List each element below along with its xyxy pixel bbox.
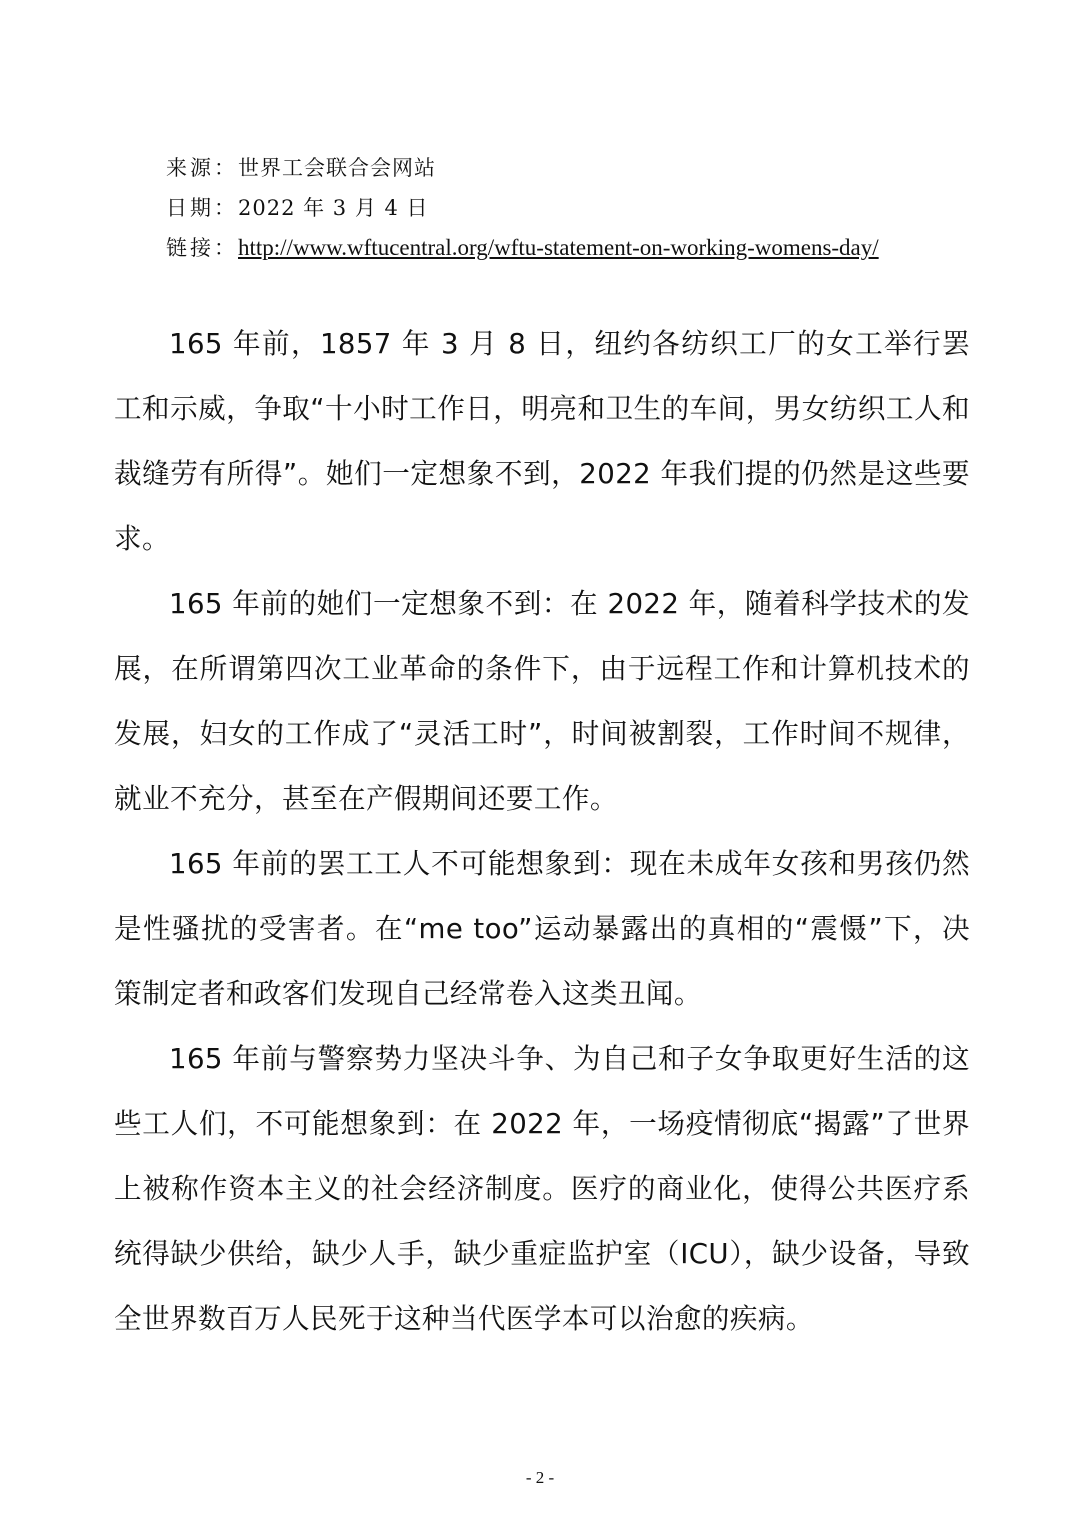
article-body	[114, 311, 970, 1351]
date-value: 2022 年 3 月 4 日	[238, 196, 429, 220]
page-number: - 2 -	[525, 1468, 555, 1487]
source-url-link[interactable]: http://www.wftucentral.org/wftu-statement-on-working-womens-day/	[238, 235, 879, 260]
document-metadata	[166, 152, 1026, 272]
link-label: 链接：	[166, 236, 238, 260]
source-label: 来源：	[166, 156, 238, 180]
paragraph-3: 165 年前的罢工工人不可能想象到：现在未成年女孩和男孩仍然是性骚扰的受害者。在“me too”运动暴露出的真相的“震慑”下，决策制定者和政客们发现自己经常卷入这类丑闻。	[114, 847, 970, 1010]
date-label: 日期：	[166, 196, 238, 220]
paragraph-1: 165 年前，1857 年 3 月 8 日，纽约各纺织工厂的女工举行罢工和示威，争取“十小时工作日，明亮和卫生的车间，男女纺织工人和裁缝劳有所得”。她们一定想象不到，2022 年我们提的仍然是这些要求。	[114, 327, 970, 555]
source-line	[166, 152, 1026, 192]
date-line	[166, 192, 1026, 232]
paragraph-4: 165 年前与警察势力坚决斗争、为自己和子女争取更好生活的这些工人们，不可能想象到：在 2022 年，一场疫情彻底“揭露”了世界上被称作资本主义的社会经济制度。医疗的商业化，使得公共医疗系统得缺少供给，缺少人手，缺少重症监护室（ICU），缺少设备，导致全世界数百万人民死于这种当代医学本可以治愈的疾病。	[114, 1042, 970, 1335]
paragraph-2: 165 年前的她们一定想象不到：在 2022 年，随着科学技术的发展，在所谓第四次工业革命的条件下，由于远程工作和计算机技术的发展，妇女的工作成了“灵活工时”，时间被割裂，工作时间不规律，就业不充分，甚至在产假期间还要工作。	[114, 587, 970, 815]
source-value: 世界工会联合会网站	[238, 156, 436, 180]
link-line	[166, 232, 1026, 272]
